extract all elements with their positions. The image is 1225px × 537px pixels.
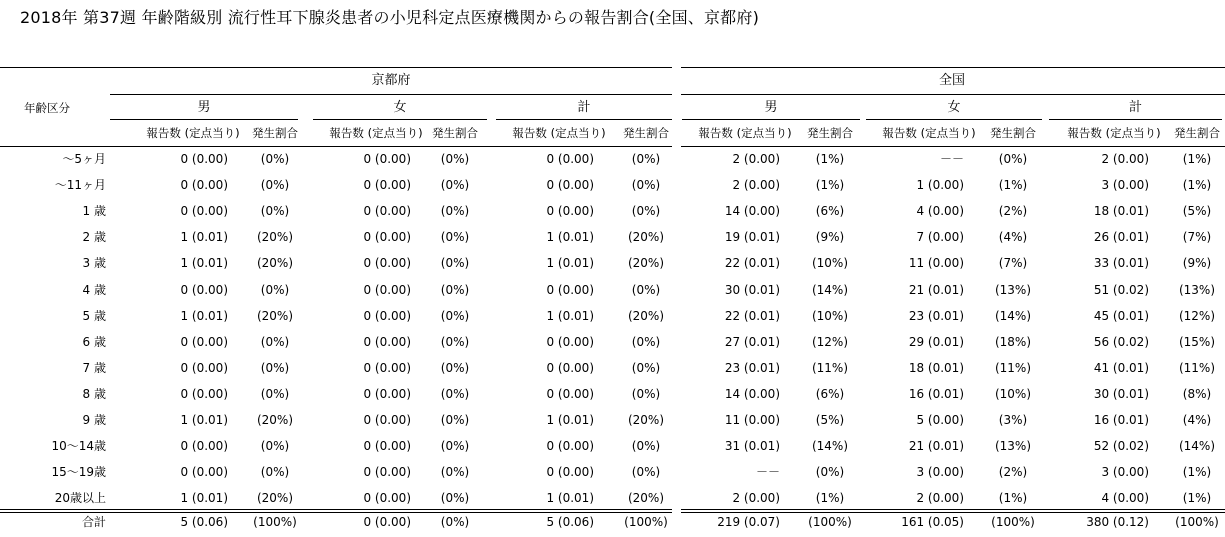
table-row-rate: (0%) (631, 152, 661, 166)
table-row-rate: (7%) (1182, 230, 1212, 245)
table-row-rate: (4%) (998, 230, 1028, 245)
table-row-report-count: 26 (0.01) (1093, 230, 1149, 245)
table-row-report-count: 0 (0.00) (363, 178, 411, 193)
table-row-report-count: 1 (0.01) (180, 256, 228, 271)
table-row-report-count: 33 (0.01) (1093, 256, 1149, 271)
table-row-report-count: 0 (0.00) (363, 152, 411, 166)
sex-header: 計 (577, 100, 591, 115)
table-row-rate: (9%) (815, 230, 845, 245)
table-row-report-count: 21 (0.01) (908, 282, 964, 297)
table-row-report-count: 18 (0.01) (908, 360, 964, 375)
table-row-report-count: 30 (0.01) (1093, 386, 1149, 401)
table-rule (0, 509, 672, 510)
table-row-rate: (1%) (1182, 152, 1212, 166)
table-row-rate: (14%) (811, 282, 849, 297)
table-row-rate: (11%) (811, 360, 849, 375)
table-row-rate: (7%) (998, 256, 1028, 271)
table-row-rate: (5%) (1182, 204, 1212, 219)
total-row-rate: (100%) (991, 515, 1035, 529)
table-row-rate: (0%) (631, 282, 661, 297)
table-row-report-count: 16 (0.01) (908, 386, 964, 401)
table-row-rate: (15%) (1178, 334, 1216, 349)
table-rule (682, 119, 860, 120)
table-row-age-label: 8 歳 (82, 386, 106, 401)
age-column-header: 年齢区分 (24, 101, 70, 115)
table-row-rate: (0%) (440, 308, 470, 323)
total-row-report-count: 161 (0.05) (901, 515, 964, 529)
report-count-header: 報告数 (定点当り) (512, 126, 606, 140)
table-row-report-count: 4 (0.00) (916, 204, 964, 219)
table-row-report-count: 0 (0.00) (180, 360, 228, 375)
table-row-report-count: 3 (0.00) (1101, 178, 1149, 193)
region-header-national: 全国 (938, 73, 965, 88)
report-count-header: 報告数 (定点当り) (698, 126, 792, 140)
table-row-rate: (20%) (627, 230, 665, 245)
table-row-rate: (14%) (994, 308, 1032, 323)
table-row-report-count: 22 (0.01) (724, 256, 780, 271)
table-row-report-count: 19 (0.01) (724, 230, 780, 245)
table-row-rate: (4%) (1182, 413, 1212, 427)
sex-header: 計 (1128, 100, 1142, 115)
total-row-rate: (100%) (1175, 515, 1219, 529)
table-row-report-count: 11 (0.00) (724, 413, 780, 427)
table-row-rate: (0%) (440, 465, 470, 480)
table-row-report-count: 51 (0.02) (1093, 282, 1149, 297)
total-row-report-count: 5 (0.06) (546, 515, 594, 529)
table-row-report-count: 0 (0.00) (180, 439, 228, 454)
table-row-report-count: 0 (0.00) (180, 152, 228, 166)
table-row-rate: (8%) (1182, 386, 1212, 401)
table-row-report-count: 27 (0.01) (724, 334, 780, 349)
table-row-report-count: 3 (0.00) (1101, 465, 1149, 480)
table-row-report-count: 18 (0.01) (1093, 204, 1149, 219)
table-row-report-count: 0 (0.00) (363, 230, 411, 245)
table-row-report-count: 1 (0.01) (546, 491, 594, 506)
table-row-report-count: 0 (0.00) (363, 439, 411, 454)
table-row-rate: (10%) (811, 256, 849, 271)
page-title: 2018年 第37週 年齢階級別 流行性耳下腺炎患者の小児科定点医療機関からの報告割合(全国、京都府) (20, 8, 760, 27)
table-row-report-count: 30 (0.01) (724, 282, 780, 297)
table-row-rate: (0%) (260, 439, 290, 454)
table-row-report-count: 3 (0.00) (916, 465, 964, 480)
table-row-report-count: 2 (0.00) (732, 152, 780, 166)
table-row-rate: (2%) (998, 465, 1028, 480)
table-row-report-count: 0 (0.00) (363, 282, 411, 297)
region-header-kyoto: 京都府 (371, 73, 411, 88)
table-row-rate: (12%) (811, 334, 849, 349)
table-rule (496, 119, 672, 120)
table-row-rate: (0%) (440, 413, 470, 427)
table-row-rate: (0%) (440, 256, 470, 271)
table-row-rate: (2%) (998, 204, 1028, 219)
table-row-report-count: 0 (0.00) (546, 360, 594, 375)
report-count-header: 報告数 (定点当り) (329, 126, 423, 140)
table-row-report-count: －－ (939, 152, 964, 166)
table-row-rate: (1%) (1182, 491, 1212, 506)
table-row-rate: (0%) (631, 465, 661, 480)
table-row-rate: (1%) (1182, 178, 1212, 193)
table-row-rate: (10%) (994, 386, 1032, 401)
table-row-report-count: 41 (0.01) (1093, 360, 1149, 375)
table-row-report-count: 2 (0.00) (916, 491, 964, 506)
table-row-rate: (0%) (440, 334, 470, 349)
table-row-report-count: 14 (0.00) (724, 204, 780, 219)
table-row-report-count: 23 (0.01) (724, 360, 780, 375)
table-row-rate: (11%) (994, 360, 1032, 375)
table-row-report-count: 0 (0.00) (546, 204, 594, 219)
table-row-report-count: 0 (0.00) (546, 465, 594, 480)
table-rule (681, 94, 1225, 95)
table-row-rate: (20%) (256, 413, 294, 427)
table-row-report-count: 0 (0.00) (180, 178, 228, 193)
table-row-age-label: 4 歳 (82, 282, 106, 297)
table-row-report-count: 0 (0.00) (363, 256, 411, 271)
table-row-report-count: 23 (0.01) (908, 308, 964, 323)
table-row-rate: (10%) (811, 308, 849, 323)
table-row-report-count: 1 (0.01) (180, 491, 228, 506)
report-count-header: 報告数 (定点当り) (882, 126, 976, 140)
table-row-report-count: 0 (0.00) (180, 386, 228, 401)
total-row-age-label: 合計 (81, 515, 106, 529)
table-row-report-count: 5 (0.00) (916, 413, 964, 427)
rate-header: 発生割合 (252, 126, 298, 140)
table-row-rate: (0%) (440, 491, 470, 506)
total-row-rate: (100%) (253, 515, 297, 529)
rate-header: 発生割合 (623, 126, 669, 140)
table-row-report-count: 0 (0.00) (546, 178, 594, 193)
table-row-report-count: 1 (0.01) (546, 230, 594, 245)
table-rule (681, 146, 1225, 147)
table-row-rate: (5%) (815, 413, 845, 427)
table-row-rate: (6%) (815, 204, 845, 219)
table-row-report-count: 16 (0.01) (1093, 413, 1149, 427)
table-row-rate: (0%) (260, 465, 290, 480)
rate-header: 発生割合 (990, 126, 1036, 140)
table-row-rate: (9%) (1182, 256, 1212, 271)
table-row-rate: (20%) (627, 256, 665, 271)
table-row-rate: (0%) (631, 360, 661, 375)
rate-header: 発生割合 (807, 126, 853, 140)
table-row-rate: (0%) (998, 152, 1028, 166)
table-row-report-count: 1 (0.01) (546, 256, 594, 271)
table-row-report-count: 0 (0.00) (546, 282, 594, 297)
table-row-report-count: 0 (0.00) (363, 334, 411, 349)
table-row-rate: (0%) (260, 386, 290, 401)
table-row-report-count: 31 (0.01) (724, 439, 780, 454)
report-count-header: 報告数 (定点当り) (146, 126, 240, 140)
table-row-report-count: 56 (0.02) (1093, 334, 1149, 349)
table-row-report-count: 0 (0.00) (363, 360, 411, 375)
table-row-report-count: 1 (0.01) (180, 413, 228, 427)
table-row-rate: (20%) (256, 491, 294, 506)
total-row-rate: (0%) (440, 515, 470, 529)
table-row-report-count: 1 (0.01) (546, 413, 594, 427)
table-row-rate: (0%) (260, 204, 290, 219)
table-row-report-count: 2 (0.00) (732, 178, 780, 193)
table-row-report-count: 1 (0.01) (546, 308, 594, 323)
table-row-age-label: ～11ヶ月 (54, 178, 106, 193)
table-rule (110, 119, 298, 120)
table-row-report-count: 0 (0.00) (363, 465, 411, 480)
table-row-rate: (20%) (256, 230, 294, 245)
sex-header: 女 (947, 100, 961, 115)
table-row-rate: (14%) (811, 439, 849, 454)
table-row-rate: (0%) (260, 152, 290, 166)
table-row-rate: (0%) (260, 360, 290, 375)
table-row-rate: (20%) (627, 491, 665, 506)
table-row-rate: (0%) (260, 178, 290, 193)
table-row-report-count: 0 (0.00) (546, 334, 594, 349)
table-row-report-count: 21 (0.01) (908, 439, 964, 454)
table-row-report-count: 0 (0.00) (363, 413, 411, 427)
table-row-rate: (0%) (631, 178, 661, 193)
total-row-report-count: 0 (0.00) (363, 515, 411, 529)
table-rule (681, 512, 1225, 513)
table-row-rate: (1%) (1182, 465, 1212, 480)
table-row-age-label: 10～14歳 (51, 439, 106, 454)
table-row-report-count: 22 (0.01) (724, 308, 780, 323)
rate-header: 発生割合 (432, 126, 478, 140)
table-rule (681, 67, 1225, 68)
table-row-rate: (1%) (998, 491, 1028, 506)
table-row-rate: (1%) (815, 491, 845, 506)
table-row-report-count: 0 (0.00) (363, 204, 411, 219)
table-row-report-count: 0 (0.00) (546, 386, 594, 401)
table-row-rate: (13%) (994, 282, 1032, 297)
sex-header: 男 (197, 100, 211, 115)
table-row-report-count: －－ (755, 465, 780, 480)
table-row-report-count: 14 (0.00) (724, 386, 780, 401)
table-row-rate: (0%) (631, 386, 661, 401)
table-row-rate: (0%) (631, 439, 661, 454)
table-row-rate: (1%) (815, 152, 845, 166)
table-row-rate: (20%) (256, 308, 294, 323)
table-row-rate: (20%) (627, 308, 665, 323)
rate-header: 発生割合 (1174, 126, 1220, 140)
table-row-rate: (13%) (994, 439, 1032, 454)
table-row-report-count: 2 (0.00) (732, 491, 780, 506)
table-row-rate: (1%) (815, 178, 845, 193)
table-row-report-count: 0 (0.00) (363, 386, 411, 401)
table-row-report-count: 29 (0.01) (908, 334, 964, 349)
table-row-age-label: 15～19歳 (51, 465, 106, 480)
table-row-rate: (0%) (631, 334, 661, 349)
table-row-rate: (11%) (1178, 360, 1216, 375)
table-row-report-count: 0 (0.00) (546, 439, 594, 454)
table-row-report-count: 0 (0.00) (180, 204, 228, 219)
total-row-report-count: 5 (0.06) (180, 515, 228, 529)
table-row-rate: (0%) (440, 204, 470, 219)
table-row-age-label: 5 歳 (82, 308, 106, 323)
table-row-rate: (20%) (627, 413, 665, 427)
table-row-rate: (0%) (815, 465, 845, 480)
total-row-rate: (100%) (624, 515, 668, 529)
table-row-rate: (0%) (440, 282, 470, 297)
table-row-rate: (20%) (256, 256, 294, 271)
total-row-rate: (100%) (808, 515, 852, 529)
table-row-rate: (3%) (998, 413, 1028, 427)
table-row-age-label: ～5ヶ月 (62, 152, 106, 166)
table-row-age-label: 1 歳 (82, 204, 106, 219)
table-row-rate: (0%) (440, 386, 470, 401)
table-row-report-count: 2 (0.00) (1101, 152, 1149, 166)
table-row-rate: (0%) (631, 204, 661, 219)
table-row-rate: (14%) (1178, 439, 1216, 454)
table-row-report-count: 1 (0.01) (180, 308, 228, 323)
table-row-age-label: 6 歳 (82, 334, 106, 349)
table-row-rate: (18%) (994, 334, 1032, 349)
table-row-rate: (12%) (1178, 308, 1216, 323)
table-row-report-count: 1 (0.01) (180, 230, 228, 245)
table-rule (681, 509, 1225, 510)
table-row-report-count: 0 (0.00) (180, 465, 228, 480)
table-rule (0, 146, 672, 147)
total-row-report-count: 380 (0.12) (1086, 515, 1149, 529)
table-rule (110, 94, 672, 95)
table-row-report-count: 11 (0.00) (908, 256, 964, 271)
table-row-age-label: 20歳以上 (54, 491, 106, 506)
report-count-header: 報告数 (定点当り) (1067, 126, 1161, 140)
table-row-report-count: 4 (0.00) (1101, 491, 1149, 506)
table-rule (1049, 119, 1222, 120)
table-row-report-count: 1 (0.00) (916, 178, 964, 193)
table-row-rate: (0%) (440, 152, 470, 166)
table-row-rate: (1%) (998, 178, 1028, 193)
table-row-rate: (0%) (440, 360, 470, 375)
table-row-report-count: 7 (0.00) (916, 230, 964, 245)
table-row-rate: (0%) (260, 334, 290, 349)
table-rule (866, 119, 1042, 120)
table-rule (0, 512, 672, 513)
table-rule (313, 119, 487, 120)
table-row-rate: (0%) (440, 178, 470, 193)
table-row-report-count: 0 (0.00) (546, 152, 594, 166)
table-row-age-label: 2 歳 (82, 230, 106, 245)
table-row-rate: (13%) (1178, 282, 1216, 297)
table-row-age-label: 9 歳 (82, 413, 106, 427)
table-row-report-count: 0 (0.00) (363, 308, 411, 323)
total-row-report-count: 219 (0.07) (717, 515, 780, 529)
table-row-age-label: 7 歳 (82, 360, 106, 375)
table-row-age-label: 3 歳 (82, 256, 106, 271)
table-row-rate: (0%) (440, 230, 470, 245)
table-row-report-count: 0 (0.00) (180, 334, 228, 349)
table-row-report-count: 52 (0.02) (1093, 439, 1149, 454)
table-row-rate: (0%) (260, 282, 290, 297)
table-rule (0, 67, 672, 68)
table-row-rate: (6%) (815, 386, 845, 401)
table-row-rate: (0%) (440, 439, 470, 454)
table-row-report-count: 0 (0.00) (363, 491, 411, 506)
sex-header: 男 (764, 100, 778, 115)
sex-header: 女 (393, 100, 407, 115)
table-row-report-count: 45 (0.01) (1093, 308, 1149, 323)
table-row-report-count: 0 (0.00) (180, 282, 228, 297)
